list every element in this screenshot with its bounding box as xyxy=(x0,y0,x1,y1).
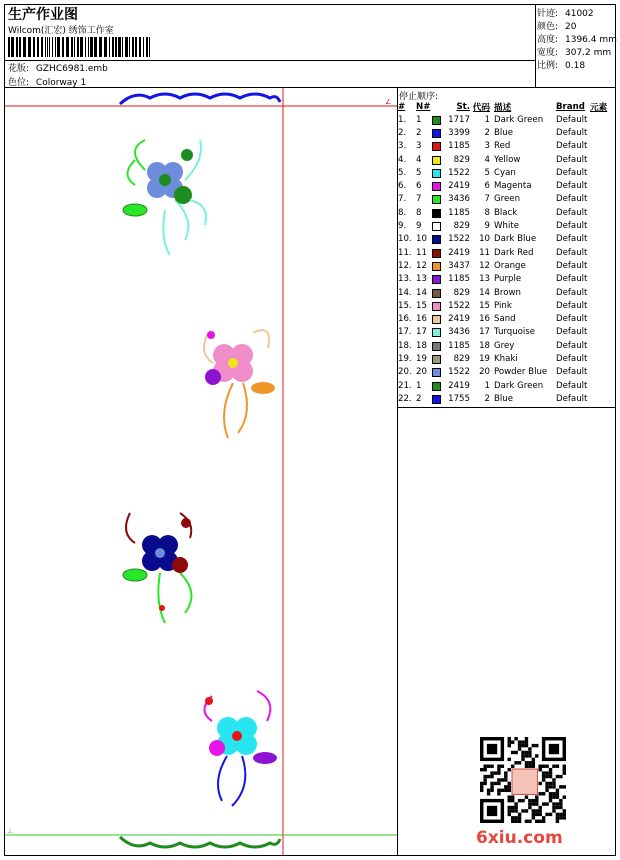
stat-width: 宽度: 307.2 mm xyxy=(537,48,612,58)
row-index: 18. xyxy=(398,340,412,351)
row-description: Dark Blue xyxy=(494,234,537,245)
row-description: Green xyxy=(494,194,521,205)
table-row xyxy=(398,366,616,379)
table-row xyxy=(398,286,616,299)
row-stitches: 829 xyxy=(453,353,470,364)
row-description: Yellow xyxy=(494,154,521,165)
row-stitches: 1717 xyxy=(448,114,470,125)
color-swatch xyxy=(432,302,441,311)
row-index: 9. xyxy=(398,221,407,232)
row-description: Dark Green xyxy=(494,380,544,391)
row-element xyxy=(590,126,616,139)
color-swatch xyxy=(432,222,441,231)
row-needle: 20 xyxy=(416,367,427,378)
row-brand: Default xyxy=(556,154,588,165)
table-row xyxy=(398,179,616,192)
row-index: 7. xyxy=(398,194,407,205)
row-element xyxy=(590,379,616,392)
row-stitches: 1755 xyxy=(448,393,470,404)
row-element xyxy=(590,219,616,232)
row-description: Blue xyxy=(494,393,514,404)
row-code: 3 xyxy=(484,141,490,152)
color-swatch xyxy=(432,195,441,204)
color-swatch xyxy=(432,249,441,258)
row-description: Khaki xyxy=(494,353,518,364)
row-stitches: 1522 xyxy=(448,367,470,378)
row-stitches-cell xyxy=(432,339,470,352)
row-description: Red xyxy=(494,141,511,152)
table-row xyxy=(398,193,616,206)
page-title: 生产作业图 xyxy=(8,7,78,23)
design-label: 花版: xyxy=(8,64,30,74)
row-description: Sand xyxy=(494,314,516,325)
color-swatch xyxy=(432,395,441,404)
table-row xyxy=(398,140,616,153)
row-brand: Default xyxy=(556,353,588,364)
row-brand: Default xyxy=(556,247,588,258)
color-swatch xyxy=(432,129,441,138)
qr-code-icon xyxy=(480,737,566,823)
row-code: 6 xyxy=(484,181,490,192)
col-header-brand: Brand xyxy=(556,101,585,112)
row-element xyxy=(590,312,616,325)
row-stitches-cell xyxy=(432,179,470,192)
row-element xyxy=(590,352,616,365)
color-swatch xyxy=(432,142,441,151)
row-stitches: 1522 xyxy=(448,234,470,245)
colorway-value: Colorway 1 xyxy=(35,78,87,88)
row-element xyxy=(590,140,616,153)
row-stitches-cell xyxy=(432,153,470,166)
row-index: 22. xyxy=(398,393,412,404)
row-description: Dark Green xyxy=(494,114,544,125)
row-stitches-cell xyxy=(432,219,470,232)
row-stitches-cell xyxy=(432,352,470,365)
row-brand: Default xyxy=(556,327,588,338)
table-row xyxy=(398,392,616,405)
row-stitches-cell xyxy=(432,299,470,312)
row-needle: 1 xyxy=(416,114,422,125)
row-description: Pink xyxy=(494,300,512,311)
color-swatch xyxy=(432,275,441,284)
row-stitches: 1185 xyxy=(448,340,470,351)
row-brand: Default xyxy=(556,287,588,298)
row-stitches-cell xyxy=(432,273,470,286)
company-name: Wilcom(汇宏) 绣饰工作室 xyxy=(8,26,114,36)
origin-marker-icon: ⊥ xyxy=(7,827,14,835)
row-index: 19. xyxy=(398,353,412,364)
row-stitches-cell xyxy=(432,113,470,126)
color-swatch xyxy=(432,235,441,244)
color-swatch xyxy=(432,156,441,165)
row-code: 2 xyxy=(484,127,490,138)
row-brand: Default xyxy=(556,367,588,378)
row-stitches: 2419 xyxy=(448,380,470,391)
row-code: 13 xyxy=(479,274,490,285)
color-swatch xyxy=(432,289,441,298)
row-index: 4. xyxy=(398,154,407,165)
stat-scale: 比例: 0.18 xyxy=(537,61,586,71)
row-needle: 7 xyxy=(416,194,422,205)
stat-height: 高度: 1396.4 mm xyxy=(537,35,617,45)
col-header-code: 代码 xyxy=(472,102,490,113)
row-brand: Default xyxy=(556,314,588,325)
watermark-text: 6xiu.com xyxy=(476,828,563,848)
table-row xyxy=(398,153,616,166)
col-header-element: 元素 xyxy=(590,102,608,113)
row-needle: 1 xyxy=(416,380,422,391)
row-brand: Default xyxy=(556,207,588,218)
row-element xyxy=(590,273,616,286)
row-needle: 16 xyxy=(416,314,427,325)
table-row xyxy=(398,352,616,365)
corner-marker-icon: ∠ xyxy=(385,98,392,106)
row-stitches-cell xyxy=(432,233,470,246)
stat-colors: 颜色: 20 xyxy=(537,22,577,32)
row-index: 3. xyxy=(398,141,407,152)
flower-motif-3 xyxy=(123,513,191,623)
row-needle: 14 xyxy=(416,287,427,298)
table-row xyxy=(398,273,616,286)
row-stitches: 829 xyxy=(453,221,470,232)
stop-sequence-title: 停止顺序: xyxy=(399,92,439,102)
row-stitches: 2419 xyxy=(448,181,470,192)
col-header-index: # xyxy=(398,101,406,112)
row-stitches: 1185 xyxy=(448,207,470,218)
row-stitches-cell xyxy=(432,246,470,259)
design-value: GZHC6981.emb xyxy=(35,64,108,74)
row-code: 7 xyxy=(484,194,490,205)
row-stitches: 3437 xyxy=(448,260,470,271)
row-element xyxy=(590,193,616,206)
row-brand: Default xyxy=(556,127,588,138)
row-stitches-cell xyxy=(432,379,470,392)
row-index: 21. xyxy=(398,380,412,391)
row-description: Purple xyxy=(494,274,522,285)
row-stitches: 1185 xyxy=(448,141,470,152)
row-description: Orange xyxy=(494,260,526,271)
header-divider xyxy=(4,60,536,61)
row-stitches-cell xyxy=(432,206,470,219)
row-code: 2 xyxy=(484,393,490,404)
row-brand: Default xyxy=(556,234,588,245)
row-element xyxy=(590,299,616,312)
row-description: Dark Red xyxy=(494,247,534,258)
design-preview xyxy=(5,88,397,855)
row-index: 14. xyxy=(398,287,412,298)
row-element xyxy=(590,339,616,352)
row-element xyxy=(590,206,616,219)
row-code: 12 xyxy=(479,260,490,271)
color-swatch xyxy=(432,182,441,191)
stat-stitches: 针迹: 41002 xyxy=(537,9,594,19)
row-brand: Default xyxy=(556,194,588,205)
flower-motif-1 xyxy=(123,140,206,255)
table-row xyxy=(398,206,616,219)
color-swatch xyxy=(432,382,441,391)
row-code: 10 xyxy=(479,234,490,245)
row-needle: 13 xyxy=(416,274,427,285)
row-index: 2. xyxy=(398,127,407,138)
row-brand: Default xyxy=(556,380,588,391)
row-needle: 19 xyxy=(416,353,427,364)
row-needle: 2 xyxy=(416,393,422,404)
row-code: 19 xyxy=(479,353,490,364)
col-header-stitches: St. xyxy=(456,101,470,112)
row-element xyxy=(590,392,616,405)
row-stitches: 3399 xyxy=(448,127,470,138)
stats-divider xyxy=(535,4,536,87)
row-stitches-cell xyxy=(432,259,470,272)
row-needle: 3 xyxy=(416,141,422,152)
bottom-scallop-border xyxy=(120,837,280,847)
row-brand: Default xyxy=(556,167,588,178)
row-description: Turquoise xyxy=(494,327,536,338)
row-code: 4 xyxy=(484,154,490,165)
row-index: 17. xyxy=(398,327,412,338)
table-row xyxy=(398,312,616,325)
row-code: 9 xyxy=(484,221,490,232)
row-stitches-cell xyxy=(432,140,470,153)
row-element xyxy=(590,179,616,192)
row-needle: 17 xyxy=(416,327,427,338)
row-stitches-cell xyxy=(432,392,470,405)
row-brand: Default xyxy=(556,300,588,311)
row-code: 15 xyxy=(479,300,490,311)
row-element xyxy=(590,286,616,299)
color-swatch xyxy=(432,209,441,218)
row-brand: Default xyxy=(556,340,588,351)
row-element xyxy=(590,113,616,126)
row-needle: 5 xyxy=(416,167,422,178)
color-swatch xyxy=(432,368,441,377)
row-needle: 18 xyxy=(416,340,427,351)
table-row xyxy=(398,126,616,139)
row-code: 5 xyxy=(484,167,490,178)
color-swatch xyxy=(432,328,441,337)
flower-motif-2 xyxy=(204,330,275,438)
table-row xyxy=(398,233,616,246)
row-code: 8 xyxy=(484,207,490,218)
flower-motif-4 xyxy=(205,691,278,806)
row-brand: Default xyxy=(556,141,588,152)
table-row xyxy=(398,299,616,312)
row-index: 10. xyxy=(398,234,412,245)
row-needle: 15 xyxy=(416,300,427,311)
row-index: 13. xyxy=(398,274,412,285)
table-row xyxy=(398,166,616,179)
row-index: 20. xyxy=(398,367,412,378)
row-brand: Default xyxy=(556,221,588,232)
row-needle: 4 xyxy=(416,154,422,165)
row-description: Brown xyxy=(494,287,521,298)
row-index: 5. xyxy=(398,167,407,178)
row-brand: Default xyxy=(556,274,588,285)
row-needle: 6 xyxy=(416,181,422,192)
color-swatch xyxy=(432,262,441,271)
row-code: 20 xyxy=(479,367,490,378)
row-description: White xyxy=(494,221,519,232)
row-stitches: 829 xyxy=(453,154,470,165)
top-scallop-border xyxy=(120,94,280,104)
row-description: Grey xyxy=(494,340,515,351)
color-swatch xyxy=(432,169,441,178)
row-brand: Default xyxy=(556,114,588,125)
barcode-icon xyxy=(8,37,150,57)
row-stitches: 1185 xyxy=(448,274,470,285)
row-stitches-cell xyxy=(432,366,470,379)
table-row xyxy=(398,113,616,126)
row-brand: Default xyxy=(556,181,588,192)
color-swatch xyxy=(432,315,441,324)
table-row xyxy=(398,259,616,272)
row-element xyxy=(590,326,616,339)
row-description: Magenta xyxy=(494,181,532,192)
row-needle: 9 xyxy=(416,221,422,232)
row-stitches-cell xyxy=(432,126,470,139)
row-brand: Default xyxy=(556,260,588,271)
row-stitches-cell xyxy=(432,286,470,299)
row-needle: 10 xyxy=(416,234,427,245)
row-stitches-cell xyxy=(432,193,470,206)
table-row xyxy=(398,326,616,339)
row-needle: 11 xyxy=(416,247,427,258)
row-stitches-cell xyxy=(432,166,470,179)
row-index: 8. xyxy=(398,207,407,218)
row-description: Black xyxy=(494,207,518,218)
row-description: Blue xyxy=(494,127,514,138)
design-file-row xyxy=(8,61,108,74)
table-row xyxy=(398,379,616,392)
row-element xyxy=(590,366,616,379)
row-code: 1 xyxy=(484,114,490,125)
row-index: 15. xyxy=(398,300,412,311)
row-element xyxy=(590,246,616,259)
table-bottom-divider xyxy=(397,407,616,408)
row-description: Cyan xyxy=(494,167,516,178)
row-needle: 2 xyxy=(416,127,422,138)
row-stitches: 829 xyxy=(453,287,470,298)
row-code: 18 xyxy=(479,340,490,351)
row-stitches: 3436 xyxy=(448,327,470,338)
row-stitches: 2419 xyxy=(448,247,470,258)
row-brand: Default xyxy=(556,393,588,404)
row-stitches: 1522 xyxy=(448,167,470,178)
row-stitches-cell xyxy=(432,326,470,339)
row-index: 1. xyxy=(398,114,407,125)
row-code: 16 xyxy=(479,314,490,325)
row-stitches-cell xyxy=(432,312,470,325)
row-index: 11. xyxy=(398,247,412,258)
table-row xyxy=(398,246,616,259)
row-element xyxy=(590,166,616,179)
table-row xyxy=(398,219,616,232)
row-stitches: 2419 xyxy=(448,314,470,325)
table-header-row xyxy=(398,100,616,113)
row-element xyxy=(590,233,616,246)
row-code: 14 xyxy=(479,287,490,298)
col-header-needle: N# xyxy=(416,101,431,112)
row-code: 1 xyxy=(484,380,490,391)
row-index: 12. xyxy=(398,260,412,271)
color-swatch xyxy=(432,355,441,364)
colorway-label: 色位: xyxy=(8,78,30,88)
row-index: 6. xyxy=(398,181,407,192)
table-row xyxy=(398,339,616,352)
row-needle: 12 xyxy=(416,260,427,271)
row-description: Powder Blue xyxy=(494,367,548,378)
color-sequence-table xyxy=(398,100,616,406)
row-code: 17 xyxy=(479,327,490,338)
row-needle: 8 xyxy=(416,207,422,218)
row-element xyxy=(590,153,616,166)
row-index: 16. xyxy=(398,314,412,325)
row-element xyxy=(590,259,616,272)
row-code: 11 xyxy=(479,247,490,258)
col-header-description: 描述 xyxy=(494,102,512,113)
row-stitches: 1522 xyxy=(448,300,470,311)
color-swatch xyxy=(432,342,441,351)
row-stitches: 3436 xyxy=(448,194,470,205)
color-swatch xyxy=(432,116,441,125)
